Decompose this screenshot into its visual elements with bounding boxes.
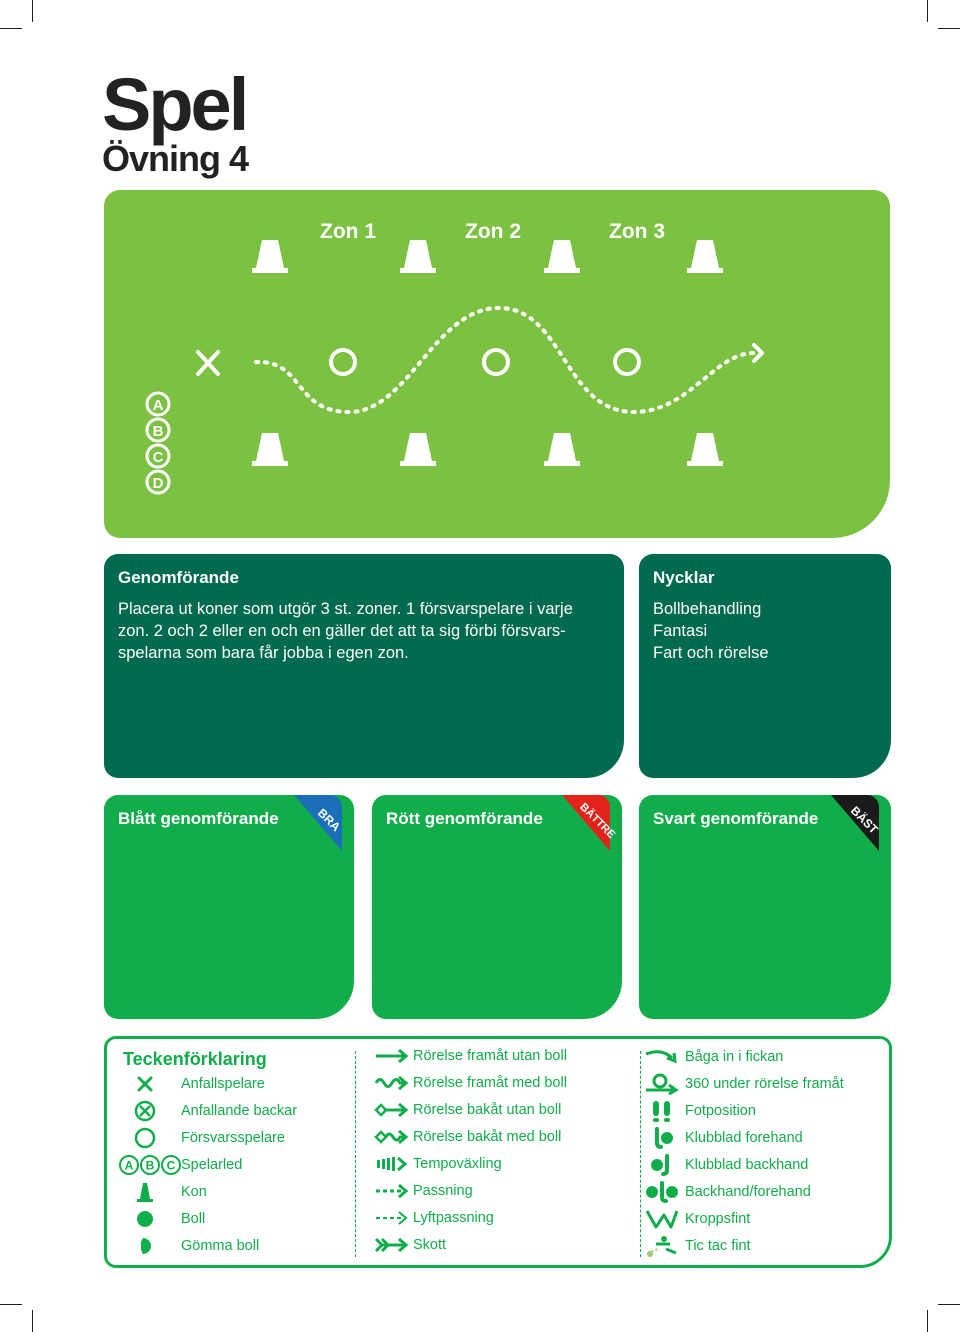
legend-row bbox=[639, 1127, 803, 1149]
genomforande-line: Placera ut koner som utgör 3 st. zoner. 1 försvarspelare i varje bbox=[118, 600, 573, 618]
nycklar-item: Bollbehandling bbox=[653, 600, 762, 618]
legend-text: Rörelse bakåt med boll bbox=[413, 1129, 562, 1145]
level-title: Blått genomförande bbox=[118, 809, 279, 828]
legend-row bbox=[639, 1208, 750, 1230]
blade-forehand-icon bbox=[639, 1127, 685, 1149]
cone-icon bbox=[252, 433, 288, 466]
defender-icon bbox=[109, 1127, 181, 1149]
legend-row bbox=[109, 1073, 265, 1095]
legend-row bbox=[109, 1208, 205, 1230]
wavy-arrow-icon bbox=[371, 1072, 413, 1094]
drill-field bbox=[104, 190, 890, 538]
legend-text: Boll bbox=[181, 1211, 206, 1227]
legend-text: Klubblad forehand bbox=[685, 1130, 803, 1146]
legend-text: Skott bbox=[413, 1237, 447, 1253]
legend-text: Lyftpassning bbox=[413, 1210, 494, 1226]
body-feint-icon bbox=[639, 1208, 685, 1230]
legend-text: Tempoväxling bbox=[413, 1156, 502, 1172]
ball-icon bbox=[109, 1208, 181, 1230]
cone-icon bbox=[687, 433, 723, 466]
queue-letter: C bbox=[166, 1158, 176, 1173]
queue-letter: B bbox=[145, 1158, 155, 1173]
player-letter: B bbox=[152, 423, 164, 440]
player-letter: C bbox=[152, 449, 164, 466]
foot-position-icon bbox=[639, 1100, 685, 1122]
crop-mark bbox=[938, 28, 960, 29]
attacker-icon bbox=[198, 352, 218, 374]
legend-text: Båga in i fickan bbox=[685, 1049, 784, 1065]
level-title: Rött genomförande bbox=[386, 809, 543, 828]
zone-label: Zon 2 bbox=[465, 220, 521, 243]
nycklar-panel bbox=[639, 554, 891, 778]
attacker-icon bbox=[109, 1073, 181, 1095]
crop-mark bbox=[927, 1310, 928, 1332]
legend-row bbox=[371, 1153, 502, 1175]
curve-arrow-icon bbox=[639, 1046, 685, 1068]
legend-row bbox=[639, 1181, 811, 1203]
legend-text: Anfallspelare bbox=[181, 1076, 265, 1092]
cone-icon bbox=[544, 433, 580, 466]
tempo-change-icon bbox=[371, 1153, 413, 1175]
crop-mark bbox=[32, 0, 33, 22]
legend-text: Kroppsfint bbox=[685, 1211, 751, 1227]
legend-row bbox=[371, 1180, 473, 1202]
legend-row bbox=[639, 1154, 808, 1176]
legend-row bbox=[371, 1072, 567, 1094]
player-queue-icon bbox=[119, 1154, 181, 1176]
tic-tac-feint-icon bbox=[639, 1235, 685, 1257]
cone-icon bbox=[109, 1181, 181, 1203]
defender-icon bbox=[615, 350, 639, 374]
shot-icon bbox=[371, 1234, 413, 1256]
level-panel-red bbox=[372, 795, 622, 1019]
blade-backhand-icon bbox=[639, 1154, 685, 1176]
legend-text: Rörelse bakåt utan boll bbox=[413, 1102, 562, 1118]
player-queue bbox=[147, 393, 169, 493]
legend-text: Klubblad backhand bbox=[685, 1157, 809, 1173]
legend-text: Tic tac fint bbox=[685, 1238, 751, 1254]
defender-icon bbox=[331, 350, 355, 374]
level-title: Svart genomförande bbox=[653, 809, 819, 828]
legend-text: Försvarsspelare bbox=[181, 1130, 285, 1146]
legend-row bbox=[109, 1100, 297, 1122]
player-letter: A bbox=[152, 397, 164, 414]
title-main: Spel bbox=[102, 63, 247, 146]
legend-text: Kon bbox=[181, 1184, 207, 1200]
level-panel-blue bbox=[104, 795, 354, 1019]
backhand-forehand-icon bbox=[639, 1181, 685, 1203]
legend-row bbox=[371, 1045, 567, 1067]
legend-row bbox=[109, 1181, 207, 1203]
arrow-forward-icon bbox=[371, 1045, 413, 1067]
nycklar-item: Fantasi bbox=[653, 622, 708, 640]
cone-icon bbox=[687, 240, 723, 273]
defender-icon bbox=[484, 350, 508, 374]
crop-mark bbox=[0, 1304, 22, 1305]
legend-row bbox=[639, 1235, 751, 1257]
hidden-ball-icon bbox=[109, 1235, 181, 1257]
legend-text: Fotposition bbox=[685, 1103, 756, 1119]
legend-text: Rörelse framåt utan boll bbox=[413, 1048, 567, 1064]
crop-mark bbox=[32, 1310, 33, 1332]
legend-title: Teckenförklaring bbox=[123, 1049, 267, 1069]
legend-text: Spelarled bbox=[181, 1157, 243, 1173]
genomforande-line: zon. 2 och 2 eller en och en gäller det att ta sig förbi försvars- bbox=[118, 622, 566, 640]
legend-text: Backhand/forehand bbox=[685, 1184, 811, 1200]
page-title bbox=[102, 63, 249, 179]
crop-mark bbox=[938, 1304, 960, 1305]
badge-label: BÄTTRE bbox=[577, 800, 618, 842]
queue-letter: A bbox=[124, 1158, 134, 1173]
legend-row bbox=[119, 1154, 242, 1176]
legend-text: Passning bbox=[413, 1183, 473, 1199]
genomforande-line: spelarna som bara får jobba i egen zon. bbox=[118, 644, 409, 662]
legend-row bbox=[639, 1073, 844, 1095]
attacking-back-icon bbox=[109, 1100, 181, 1122]
legend-text: Anfallande backar bbox=[181, 1103, 298, 1119]
badge-label: BÄST bbox=[848, 803, 882, 837]
legend-row bbox=[371, 1234, 446, 1256]
level-panel-black bbox=[639, 795, 891, 1019]
badge-label: BRA bbox=[314, 805, 344, 835]
legend-row bbox=[639, 1046, 783, 1068]
cone-icon bbox=[544, 240, 580, 273]
legend-divider bbox=[355, 1051, 356, 1257]
genomforande-title: Genomförande bbox=[118, 568, 239, 587]
cone-icon bbox=[400, 433, 436, 466]
legend-text: Rörelse framåt med boll bbox=[413, 1075, 567, 1091]
lift-pass-icon bbox=[371, 1207, 413, 1229]
legend-row bbox=[371, 1207, 494, 1229]
backward-wavy-arrow-icon bbox=[371, 1126, 413, 1148]
zone-label: Zon 1 bbox=[320, 220, 376, 243]
legend-row bbox=[109, 1235, 259, 1257]
legend-row bbox=[371, 1099, 561, 1121]
cone-icon bbox=[252, 240, 288, 273]
legend-row bbox=[109, 1127, 285, 1149]
player-letter: D bbox=[152, 475, 164, 492]
legend-row bbox=[371, 1126, 561, 1148]
crop-mark bbox=[0, 28, 22, 29]
backward-arrow-icon bbox=[371, 1099, 413, 1121]
genomforande-panel bbox=[104, 554, 624, 778]
cone-icon bbox=[400, 240, 436, 273]
nycklar-title: Nycklar bbox=[653, 568, 715, 587]
pass-icon bbox=[371, 1180, 413, 1202]
legend-box bbox=[104, 1036, 892, 1268]
zone-label: Zon 3 bbox=[609, 220, 665, 243]
legend-text: Gömma boll bbox=[181, 1238, 260, 1254]
spin-360-icon bbox=[639, 1073, 685, 1095]
nycklar-item: Fart och rörelse bbox=[653, 644, 769, 662]
crop-mark bbox=[927, 0, 928, 22]
legend-text: 360 under rörelse framåt bbox=[685, 1076, 844, 1092]
legend-row bbox=[639, 1100, 756, 1122]
title-sub: Övning 4 bbox=[102, 138, 249, 179]
